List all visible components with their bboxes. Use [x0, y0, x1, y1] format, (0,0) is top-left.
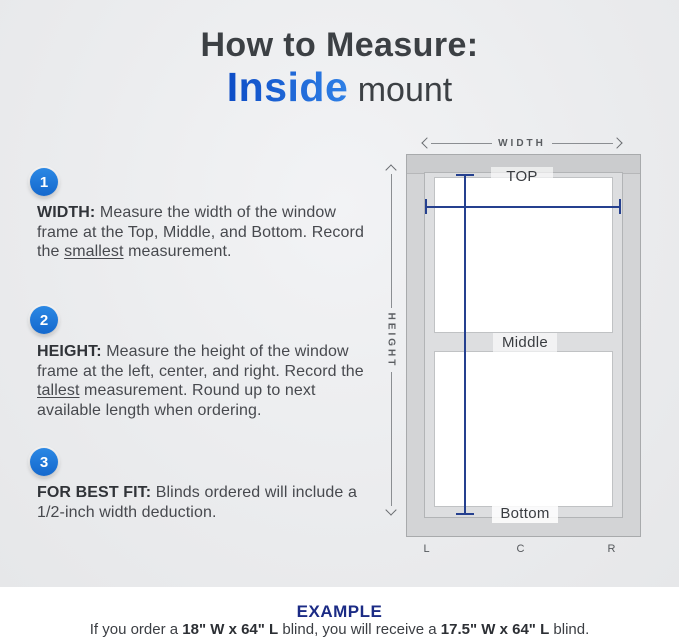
arrow-down-icon	[385, 504, 396, 515]
marker-left: L	[423, 543, 431, 555]
step-2-text: HEIGHT: Measure the height of the window frame at the left, center, and right. Record the tallest measurement. Round up to next available length when ordering.	[37, 343, 364, 419]
step-3-number: 3	[39, 453, 49, 471]
height-dimension-arrow	[383, 166, 399, 514]
height-label: HEIGHT	[385, 312, 397, 368]
width-measure-tick-right	[619, 199, 621, 214]
example-text: If you order a 18" W x 64" L blind, you will receive a 17.5" W x 64" L blind.	[89, 621, 590, 638]
marker-right: R	[607, 543, 617, 555]
subtitle-accent: Inside	[226, 64, 349, 110]
arrow-up-icon	[385, 164, 396, 175]
step-1-badge	[30, 168, 58, 196]
page-subtitle	[0, 64, 679, 111]
label-middle: Middle	[493, 333, 557, 352]
height-measure-tick-top	[456, 174, 474, 176]
arrow-line	[552, 143, 613, 144]
step-1-number: 1	[39, 173, 49, 191]
width-measure-line	[426, 206, 620, 208]
arrow-line	[391, 174, 392, 308]
arrow-line	[391, 372, 392, 506]
window-pane-lower	[434, 351, 613, 507]
arrow-right-icon	[611, 137, 622, 148]
arrow-left-icon	[421, 137, 432, 148]
window-pane-upper	[434, 177, 613, 333]
height-label-box	[363, 308, 419, 372]
width-measure-tick-left	[425, 199, 427, 214]
step-3-badge	[30, 448, 58, 476]
label-top: TOP	[491, 167, 553, 186]
label-bottom: Bottom	[492, 503, 558, 523]
width-dimension-arrow	[423, 136, 621, 150]
step-3-text: FOR BEST FIT: Blinds ordered will include a 1/2-inch width deduction.	[37, 484, 357, 521]
height-measure-line	[464, 175, 466, 515]
arrow-line	[431, 143, 492, 144]
page-title: How to Measure:	[200, 26, 479, 64]
width-label: WIDTH	[498, 137, 546, 149]
step-2-number: 2	[39, 311, 49, 329]
subtitle-rest: mount	[348, 71, 453, 109]
height-measure-tick-bottom	[456, 513, 474, 515]
example-title: EXAMPLE	[296, 602, 383, 621]
step-1-text: WIDTH: Measure the width of the window frame at the Top, Middle, and Bottom. Record the smallest measurement.	[37, 204, 364, 260]
marker-center: C	[516, 543, 526, 555]
step-2-badge	[30, 306, 58, 334]
